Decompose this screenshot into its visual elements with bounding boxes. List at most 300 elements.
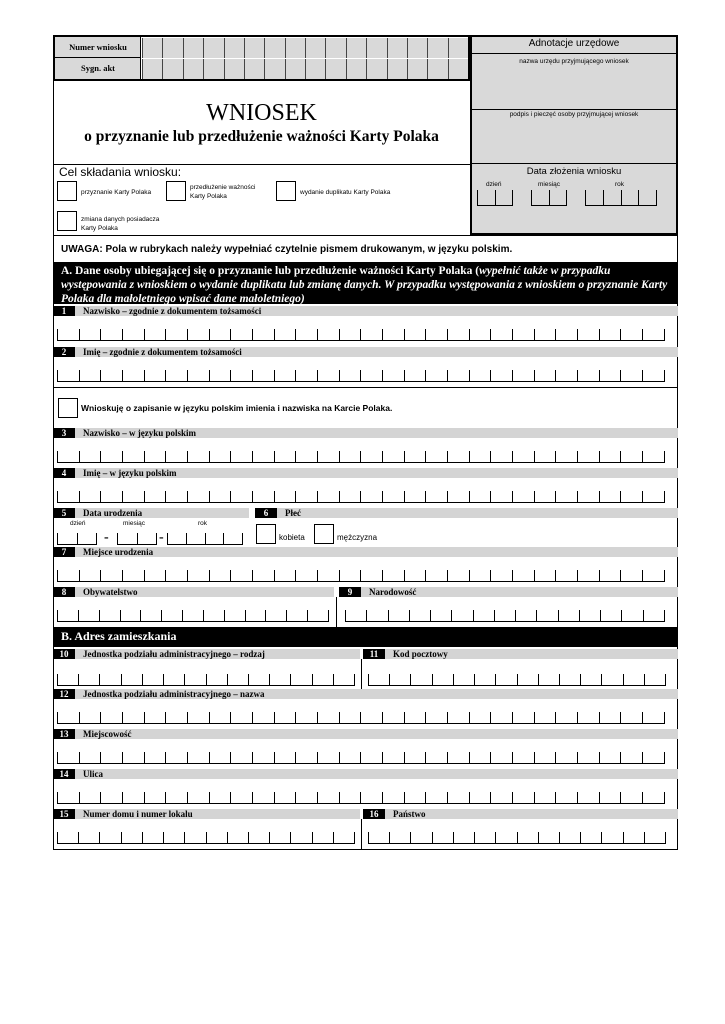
letter-cell[interactable]	[333, 674, 355, 686]
letter-cell[interactable]	[599, 792, 621, 804]
letter-cell[interactable]	[382, 451, 404, 463]
number-cell[interactable]	[183, 59, 203, 79]
letter-cell[interactable]	[447, 491, 469, 503]
letter-cell[interactable]	[295, 329, 317, 341]
letter-cell[interactable]	[534, 491, 556, 503]
number-cell[interactable]	[407, 38, 427, 58]
letter-cell[interactable]	[473, 610, 494, 622]
letter-cell[interactable]	[227, 832, 248, 844]
letter-cell[interactable]	[642, 792, 665, 804]
letter-cell[interactable]	[425, 752, 447, 764]
letter-cell[interactable]	[339, 752, 361, 764]
letter-cell[interactable]	[538, 674, 559, 686]
letter-cell[interactable]	[167, 533, 186, 545]
letter-cell[interactable]	[100, 792, 122, 804]
letter-cell[interactable]	[623, 832, 644, 844]
letter-cell[interactable]	[515, 610, 536, 622]
letter-cell[interactable]	[245, 610, 266, 622]
letter-cell[interactable]	[209, 329, 231, 341]
letter-cell[interactable]	[230, 329, 252, 341]
letter-cell[interactable]	[534, 451, 556, 463]
narodowosc-field[interactable]	[345, 610, 665, 622]
letter-cell[interactable]	[555, 712, 577, 724]
letter-cell[interactable]	[205, 533, 224, 545]
letter-cell[interactable]	[100, 570, 122, 582]
letter-cell[interactable]	[295, 792, 317, 804]
letter-cell[interactable]	[512, 370, 534, 382]
letter-cell[interactable]	[269, 674, 290, 686]
number-cell[interactable]	[142, 59, 162, 79]
letter-cell[interactable]	[121, 832, 142, 844]
letter-cell[interactable]	[404, 451, 426, 463]
letter-cell[interactable]	[252, 752, 274, 764]
letter-cell[interactable]	[206, 832, 227, 844]
nazwisko-field[interactable]	[57, 329, 665, 341]
letter-cell[interactable]	[577, 370, 599, 382]
letter-cell[interactable]	[79, 370, 101, 382]
kod-pocztowy-field[interactable]	[368, 674, 666, 686]
numer-wniosku-field[interactable]	[142, 38, 468, 58]
letter-cell[interactable]	[621, 610, 642, 622]
letter-cell[interactable]	[599, 570, 621, 582]
number-cell[interactable]	[448, 59, 468, 79]
number-cell[interactable]	[203, 38, 223, 58]
letter-cell[interactable]	[599, 451, 621, 463]
opt-przedluzenie-checkbox[interactable]	[166, 181, 186, 201]
letter-cell[interactable]	[360, 451, 382, 463]
number-cell[interactable]	[427, 59, 447, 79]
letter-cell[interactable]	[230, 792, 252, 804]
letter-cell[interactable]	[100, 451, 122, 463]
letter-cell[interactable]	[230, 370, 252, 382]
letter-cell[interactable]	[295, 370, 317, 382]
letter-cell[interactable]	[642, 712, 665, 724]
letter-cell[interactable]	[389, 832, 410, 844]
letter-cell[interactable]	[57, 370, 79, 382]
letter-cell[interactable]	[137, 533, 158, 545]
number-cell[interactable]	[407, 59, 427, 79]
letter-cell[interactable]	[339, 491, 361, 503]
letter-cell[interactable]	[382, 491, 404, 503]
letter-cell[interactable]	[643, 610, 665, 622]
letter-cell[interactable]	[555, 370, 577, 382]
letter-cell[interactable]	[623, 674, 644, 686]
data-rok-field[interactable]	[585, 190, 657, 206]
letter-cell[interactable]	[163, 832, 184, 844]
letter-cell[interactable]	[184, 832, 205, 844]
letter-cell[interactable]	[209, 792, 231, 804]
letter-cell[interactable]	[555, 570, 577, 582]
number-cell[interactable]	[244, 59, 264, 79]
nazwisko-pl-field[interactable]	[57, 451, 665, 463]
letter-cell[interactable]	[382, 570, 404, 582]
letter-cell[interactable]	[559, 674, 580, 686]
number-cell[interactable]	[142, 38, 162, 58]
letter-cell[interactable]	[274, 712, 296, 724]
letter-cell[interactable]	[274, 792, 296, 804]
letter-cell[interactable]	[165, 792, 187, 804]
letter-cell[interactable]	[209, 491, 231, 503]
letter-cell[interactable]	[447, 570, 469, 582]
letter-cell[interactable]	[642, 491, 665, 503]
letter-cell[interactable]	[360, 370, 382, 382]
letter-cell[interactable]	[248, 674, 269, 686]
letter-cell[interactable]	[187, 712, 209, 724]
letter-cell[interactable]	[577, 752, 599, 764]
letter-cell[interactable]	[230, 712, 252, 724]
letter-cell[interactable]	[495, 832, 516, 844]
letter-cell[interactable]	[290, 674, 311, 686]
letter-cell[interactable]	[490, 370, 512, 382]
miejscowosc-field[interactable]	[57, 752, 665, 764]
letter-cell[interactable]	[389, 674, 410, 686]
letter-cell[interactable]	[144, 329, 166, 341]
letter-cell[interactable]	[295, 491, 317, 503]
letter-cell[interactable]	[339, 370, 361, 382]
letter-cell[interactable]	[295, 570, 317, 582]
letter-cell[interactable]	[538, 832, 559, 844]
letter-cell[interactable]	[274, 451, 296, 463]
letter-cell[interactable]	[382, 712, 404, 724]
letter-cell[interactable]	[534, 792, 556, 804]
letter-cell[interactable]	[382, 329, 404, 341]
letter-cell[interactable]	[425, 712, 447, 724]
letter-cell[interactable]	[187, 570, 209, 582]
letter-cell[interactable]	[451, 610, 472, 622]
letter-cell[interactable]	[339, 712, 361, 724]
letter-cell[interactable]	[642, 570, 665, 582]
opt-duplikat-checkbox[interactable]	[276, 181, 296, 201]
letter-cell[interactable]	[187, 792, 209, 804]
number-cell[interactable]	[427, 38, 447, 58]
letter-cell[interactable]	[620, 329, 642, 341]
letter-cell[interactable]	[209, 570, 231, 582]
number-cell[interactable]	[264, 38, 284, 58]
letter-cell[interactable]	[382, 752, 404, 764]
letter-cell[interactable]	[469, 370, 491, 382]
letter-cell[interactable]	[404, 570, 426, 582]
letter-cell[interactable]	[345, 610, 366, 622]
letter-cell[interactable]	[230, 570, 252, 582]
letter-cell[interactable]	[453, 832, 474, 844]
letter-cell[interactable]	[57, 451, 79, 463]
letter-cell[interactable]	[57, 674, 78, 686]
number-cell[interactable]	[264, 59, 284, 79]
letter-cell[interactable]	[79, 329, 101, 341]
jednostka-nazwa-field[interactable]	[57, 712, 665, 724]
letter-cell[interactable]	[642, 370, 665, 382]
letter-cell[interactable]	[599, 491, 621, 503]
letter-cell[interactable]	[409, 610, 430, 622]
letter-cell[interactable]	[368, 832, 389, 844]
letter-cell[interactable]	[339, 451, 361, 463]
letter-cell[interactable]	[534, 370, 556, 382]
letter-cell[interactable]	[404, 491, 426, 503]
letter-cell[interactable]	[78, 610, 99, 622]
letter-cell[interactable]	[209, 451, 231, 463]
number-cell[interactable]	[305, 38, 325, 58]
letter-cell[interactable]	[57, 832, 78, 844]
letter-cell[interactable]	[100, 329, 122, 341]
letter-cell[interactable]	[165, 451, 187, 463]
letter-cell[interactable]	[432, 674, 453, 686]
letter-cell[interactable]	[274, 370, 296, 382]
opt-przyznanie-checkbox[interactable]	[57, 181, 77, 201]
number-cell[interactable]	[305, 59, 325, 79]
letter-cell[interactable]	[274, 752, 296, 764]
letter-cell[interactable]	[165, 712, 187, 724]
letter-cell[interactable]	[360, 712, 382, 724]
letter-cell[interactable]	[269, 832, 290, 844]
letter-cell[interactable]	[312, 674, 333, 686]
letter-cell[interactable]	[290, 832, 311, 844]
letter-cell[interactable]	[579, 610, 600, 622]
letter-cell[interactable]	[122, 752, 144, 764]
letter-cell[interactable]	[490, 792, 512, 804]
letter-cell[interactable]	[620, 491, 642, 503]
data-miesiac-field[interactable]	[531, 190, 567, 206]
letter-cell[interactable]	[368, 674, 389, 686]
wnioskuje-checkbox[interactable]	[58, 398, 78, 418]
letter-cell[interactable]	[339, 570, 361, 582]
letter-cell[interactable]	[206, 674, 227, 686]
letter-cell[interactable]	[580, 674, 601, 686]
letter-cell[interactable]	[447, 792, 469, 804]
number-cell[interactable]	[325, 59, 345, 79]
letter-cell[interactable]	[495, 674, 516, 686]
letter-cell[interactable]	[122, 329, 144, 341]
letter-cell[interactable]	[295, 752, 317, 764]
letter-cell[interactable]	[410, 832, 431, 844]
letter-cell[interactable]	[644, 674, 666, 686]
letter-cell[interactable]	[512, 752, 534, 764]
letter-cell[interactable]	[577, 792, 599, 804]
letter-cell[interactable]	[404, 752, 426, 764]
letter-cell[interactable]	[490, 570, 512, 582]
letter-cell[interactable]	[620, 792, 642, 804]
letter-cell[interactable]	[100, 370, 122, 382]
letter-cell[interactable]	[490, 329, 512, 341]
letter-cell[interactable]	[517, 674, 538, 686]
letter-cell[interactable]	[79, 752, 101, 764]
letter-cell[interactable]	[469, 752, 491, 764]
letter-cell[interactable]	[490, 752, 512, 764]
letter-cell[interactable]	[620, 712, 642, 724]
letter-cell[interactable]	[57, 610, 78, 622]
letter-cell[interactable]	[339, 792, 361, 804]
letter-cell[interactable]	[317, 792, 339, 804]
letter-cell[interactable]	[252, 329, 274, 341]
numer-domu-field[interactable]	[57, 832, 355, 844]
letter-cell[interactable]	[447, 329, 469, 341]
letter-cell[interactable]	[469, 329, 491, 341]
letter-cell[interactable]	[469, 712, 491, 724]
letter-cell[interactable]	[209, 712, 231, 724]
letter-cell[interactable]	[534, 570, 556, 582]
letter-cell[interactable]	[161, 610, 182, 622]
letter-cell[interactable]	[122, 451, 144, 463]
dob-miesiac-field[interactable]	[117, 533, 157, 545]
letter-cell[interactable]	[620, 570, 642, 582]
letter-cell[interactable]	[203, 610, 224, 622]
letter-cell[interactable]	[187, 329, 209, 341]
letter-cell[interactable]	[534, 712, 556, 724]
letter-cell[interactable]	[382, 792, 404, 804]
letter-cell[interactable]	[642, 451, 665, 463]
letter-cell[interactable]	[122, 712, 144, 724]
letter-cell[interactable]	[57, 792, 79, 804]
letter-cell[interactable]	[599, 712, 621, 724]
number-cell[interactable]	[366, 59, 386, 79]
letter-cell[interactable]	[534, 329, 556, 341]
letter-cell[interactable]	[555, 329, 577, 341]
sygn-akt-field[interactable]	[142, 59, 468, 79]
panstwo-field[interactable]	[368, 832, 666, 844]
letter-cell[interactable]	[577, 712, 599, 724]
letter-cell[interactable]	[140, 610, 161, 622]
letter-cell[interactable]	[144, 792, 166, 804]
letter-cell[interactable]	[120, 610, 141, 622]
letter-cell[interactable]	[182, 610, 203, 622]
number-cell[interactable]	[346, 59, 366, 79]
letter-cell[interactable]	[644, 832, 666, 844]
letter-cell[interactable]	[360, 491, 382, 503]
letter-cell[interactable]	[430, 610, 451, 622]
letter-cell[interactable]	[79, 792, 101, 804]
letter-cell[interactable]	[252, 570, 274, 582]
letter-cell[interactable]	[99, 674, 120, 686]
ulica-field[interactable]	[57, 792, 665, 804]
letter-cell[interactable]	[534, 752, 556, 764]
letter-cell[interactable]	[57, 752, 79, 764]
letter-cell[interactable]	[447, 370, 469, 382]
mezczyzna-checkbox[interactable]	[314, 524, 334, 544]
letter-cell[interactable]	[517, 832, 538, 844]
letter-cell[interactable]	[117, 533, 137, 545]
letter-cell[interactable]	[339, 329, 361, 341]
letter-cell[interactable]	[382, 370, 404, 382]
data-dzien-field[interactable]	[477, 190, 513, 206]
letter-cell[interactable]	[265, 610, 286, 622]
letter-cell[interactable]	[447, 752, 469, 764]
letter-cell[interactable]	[469, 491, 491, 503]
letter-cell[interactable]	[122, 491, 144, 503]
letter-cell[interactable]	[360, 329, 382, 341]
letter-cell[interactable]	[187, 491, 209, 503]
letter-cell[interactable]	[453, 674, 474, 686]
letter-cell[interactable]	[252, 712, 274, 724]
letter-cell[interactable]	[490, 451, 512, 463]
letter-cell[interactable]	[474, 832, 495, 844]
letter-cell[interactable]	[317, 712, 339, 724]
letter-cell[interactable]	[317, 752, 339, 764]
number-cell[interactable]	[244, 38, 264, 58]
letter-cell[interactable]	[317, 370, 339, 382]
letter-cell[interactable]	[312, 832, 333, 844]
letter-cell[interactable]	[144, 451, 166, 463]
letter-cell[interactable]	[78, 674, 99, 686]
letter-cell[interactable]	[425, 370, 447, 382]
letter-cell[interactable]	[404, 370, 426, 382]
letter-cell[interactable]	[142, 674, 163, 686]
letter-cell[interactable]	[555, 491, 577, 503]
letter-cell[interactable]	[580, 832, 601, 844]
letter-cell[interactable]	[366, 610, 387, 622]
letter-cell[interactable]	[360, 752, 382, 764]
number-cell[interactable]	[366, 38, 386, 58]
letter-cell[interactable]	[142, 832, 163, 844]
letter-cell[interactable]	[577, 451, 599, 463]
letter-cell[interactable]	[599, 329, 621, 341]
letter-cell[interactable]	[601, 832, 622, 844]
letter-cell[interactable]	[447, 451, 469, 463]
letter-cell[interactable]	[252, 370, 274, 382]
letter-cell[interactable]	[77, 533, 98, 545]
letter-cell[interactable]	[404, 792, 426, 804]
letter-cell[interactable]	[79, 570, 101, 582]
letter-cell[interactable]	[601, 674, 622, 686]
letter-cell[interactable]	[252, 451, 274, 463]
letter-cell[interactable]	[360, 570, 382, 582]
letter-cell[interactable]	[122, 570, 144, 582]
letter-cell[interactable]	[599, 370, 621, 382]
letter-cell[interactable]	[317, 451, 339, 463]
letter-cell[interactable]	[57, 491, 79, 503]
letter-cell[interactable]	[252, 491, 274, 503]
letter-cell[interactable]	[144, 491, 166, 503]
letter-cell[interactable]	[469, 570, 491, 582]
letter-cell[interactable]	[223, 533, 243, 545]
opt-zmiana-checkbox[interactable]	[57, 211, 77, 231]
letter-cell[interactable]	[57, 329, 79, 341]
imie-pl-field[interactable]	[57, 491, 665, 503]
letter-cell[interactable]	[165, 752, 187, 764]
letter-cell[interactable]	[512, 792, 534, 804]
letter-cell[interactable]	[187, 752, 209, 764]
letter-cell[interactable]	[317, 329, 339, 341]
letter-cell[interactable]	[555, 792, 577, 804]
letter-cell[interactable]	[490, 712, 512, 724]
letter-cell[interactable]	[230, 491, 252, 503]
letter-cell[interactable]	[333, 832, 355, 844]
letter-cell[interactable]	[490, 491, 512, 503]
letter-cell[interactable]	[144, 752, 166, 764]
letter-cell[interactable]	[122, 370, 144, 382]
number-cell[interactable]	[162, 59, 182, 79]
number-cell[interactable]	[387, 59, 407, 79]
dob-dzien-field[interactable]	[57, 533, 97, 545]
letter-cell[interactable]	[248, 832, 269, 844]
letter-cell[interactable]	[536, 610, 557, 622]
letter-cell[interactable]	[230, 451, 252, 463]
letter-cell[interactable]	[494, 610, 515, 622]
letter-cell[interactable]	[474, 674, 495, 686]
letter-cell[interactable]	[558, 610, 579, 622]
kobieta-checkbox[interactable]	[256, 524, 276, 544]
letter-cell[interactable]	[99, 610, 120, 622]
letter-cell[interactable]	[512, 451, 534, 463]
nazwa-urzedu-field[interactable]	[472, 68, 676, 108]
letter-cell[interactable]	[274, 570, 296, 582]
letter-cell[interactable]	[230, 752, 252, 764]
letter-cell[interactable]	[410, 674, 431, 686]
letter-cell[interactable]	[187, 370, 209, 382]
letter-cell[interactable]	[642, 752, 665, 764]
letter-cell[interactable]	[79, 712, 101, 724]
letter-cell[interactable]	[144, 370, 166, 382]
letter-cell[interactable]	[274, 491, 296, 503]
letter-cell[interactable]	[274, 329, 296, 341]
